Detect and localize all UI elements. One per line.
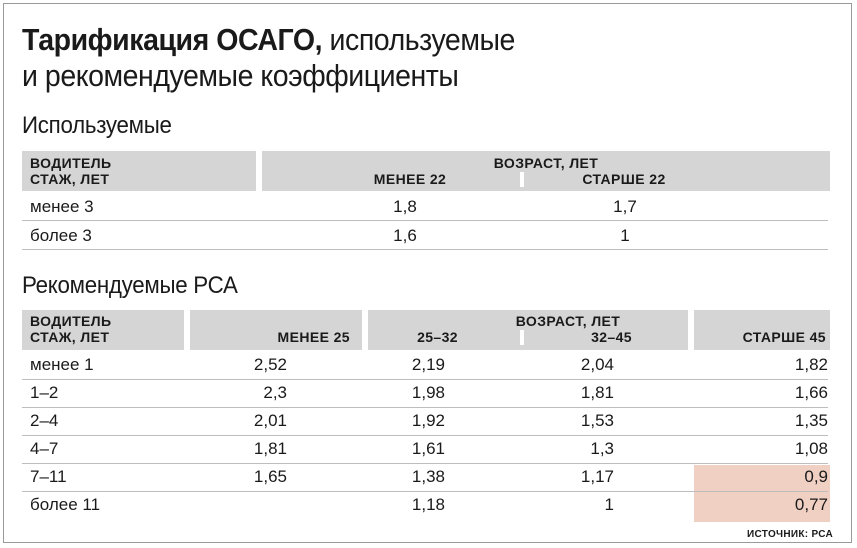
table2-header-driver: ВОДИТЕЛЬ bbox=[30, 313, 112, 329]
table2-cell: 0,9 bbox=[804, 467, 828, 486]
table2-cell: 1,98 bbox=[411, 383, 445, 402]
table1-row-divider bbox=[22, 220, 828, 221]
table2-row-label: 1–2 bbox=[30, 383, 59, 402]
title-bold: Тарификация ОСАГО, bbox=[22, 22, 323, 57]
table2-header-experience: СТАЖ, ЛЕТ bbox=[30, 329, 110, 345]
table2-cell: 1,18 bbox=[411, 495, 445, 514]
table2-row-divider bbox=[22, 379, 828, 380]
table2-col-4: СТАРШЕ 45 bbox=[742, 329, 826, 345]
table2-cell: 1,61 bbox=[411, 439, 445, 458]
table2-row-divider bbox=[22, 463, 828, 464]
table2-col-2: 25–32 bbox=[417, 329, 458, 345]
page-title bbox=[22, 22, 515, 94]
table2-row-label: 4–7 bbox=[30, 439, 59, 458]
table2-cell: 1,08 bbox=[794, 439, 828, 458]
table2-cell: 1,81 bbox=[253, 439, 287, 458]
table1-cell: 1,8 bbox=[393, 197, 417, 216]
table1-cell: 1,7 bbox=[613, 197, 637, 216]
table2-cell: 1,66 bbox=[794, 383, 828, 402]
table2-cell: 1,65 bbox=[253, 467, 287, 486]
table1-header-driver: ВОДИТЕЛЬ bbox=[30, 155, 112, 171]
table2-cell: 1 bbox=[604, 495, 614, 514]
table2-cell: 1,92 bbox=[411, 411, 445, 430]
table2-cell: 1,82 bbox=[794, 355, 828, 374]
table2-cell: 2,04 bbox=[580, 355, 614, 374]
title-line2: и рекомендуемые коэффициенты bbox=[22, 58, 459, 93]
table2-row-divider bbox=[22, 435, 828, 436]
table2-cell: 2,19 bbox=[411, 355, 445, 374]
section-title-used: Используемые bbox=[22, 112, 172, 139]
table1-header-experience: СТАЖ, ЛЕТ bbox=[30, 171, 110, 187]
table2-row-label: менее 1 bbox=[30, 355, 94, 374]
table2-col-1: МЕНЕЕ 25 bbox=[277, 329, 350, 345]
section-title-recommended: Рекомендуемые РСА bbox=[22, 272, 238, 299]
table1-header-age: ВОЗРАСТ, ЛЕТ bbox=[493, 155, 599, 171]
table2-col-3: 32–45 bbox=[520, 330, 632, 345]
table2-cell: 1,3 bbox=[590, 439, 614, 458]
table2-cell: 2,3 bbox=[263, 383, 287, 402]
table2-cell: 1,38 bbox=[411, 467, 445, 486]
table1-row-divider bbox=[22, 249, 828, 250]
table1-col-2: СТАРШЕ 22 bbox=[520, 172, 724, 187]
table2-cell: 1,35 bbox=[794, 411, 828, 430]
table1-col-1: МЕНЕЕ 22 bbox=[373, 171, 447, 187]
table1-row-label: более 3 bbox=[30, 226, 92, 245]
table2-row-label: 2–4 bbox=[30, 411, 59, 430]
table2-cell: 1,53 bbox=[580, 411, 614, 430]
table2-cell: 0,77 bbox=[794, 495, 828, 514]
table2-row-label: 7–11 bbox=[30, 467, 67, 486]
table2-row-label: более 11 bbox=[30, 495, 101, 514]
table2-row-divider bbox=[22, 491, 828, 492]
table2-cell: 2,52 bbox=[253, 355, 287, 374]
table2-row-divider bbox=[22, 407, 828, 408]
table1-cell: 1 bbox=[620, 226, 630, 245]
source-note: ИСТОЧНИК: РСА bbox=[747, 529, 833, 540]
table1-cell: 1,6 bbox=[393, 226, 417, 245]
table2-cell: 1,17 bbox=[580, 467, 614, 486]
table2-cell: 1,81 bbox=[580, 383, 614, 402]
table1-row-label: менее 3 bbox=[30, 197, 94, 216]
table2-header-age: ВОЗРАСТ, ЛЕТ bbox=[515, 313, 621, 329]
title-light: используемые bbox=[322, 22, 515, 57]
table2-cell: 2,01 bbox=[253, 411, 287, 430]
